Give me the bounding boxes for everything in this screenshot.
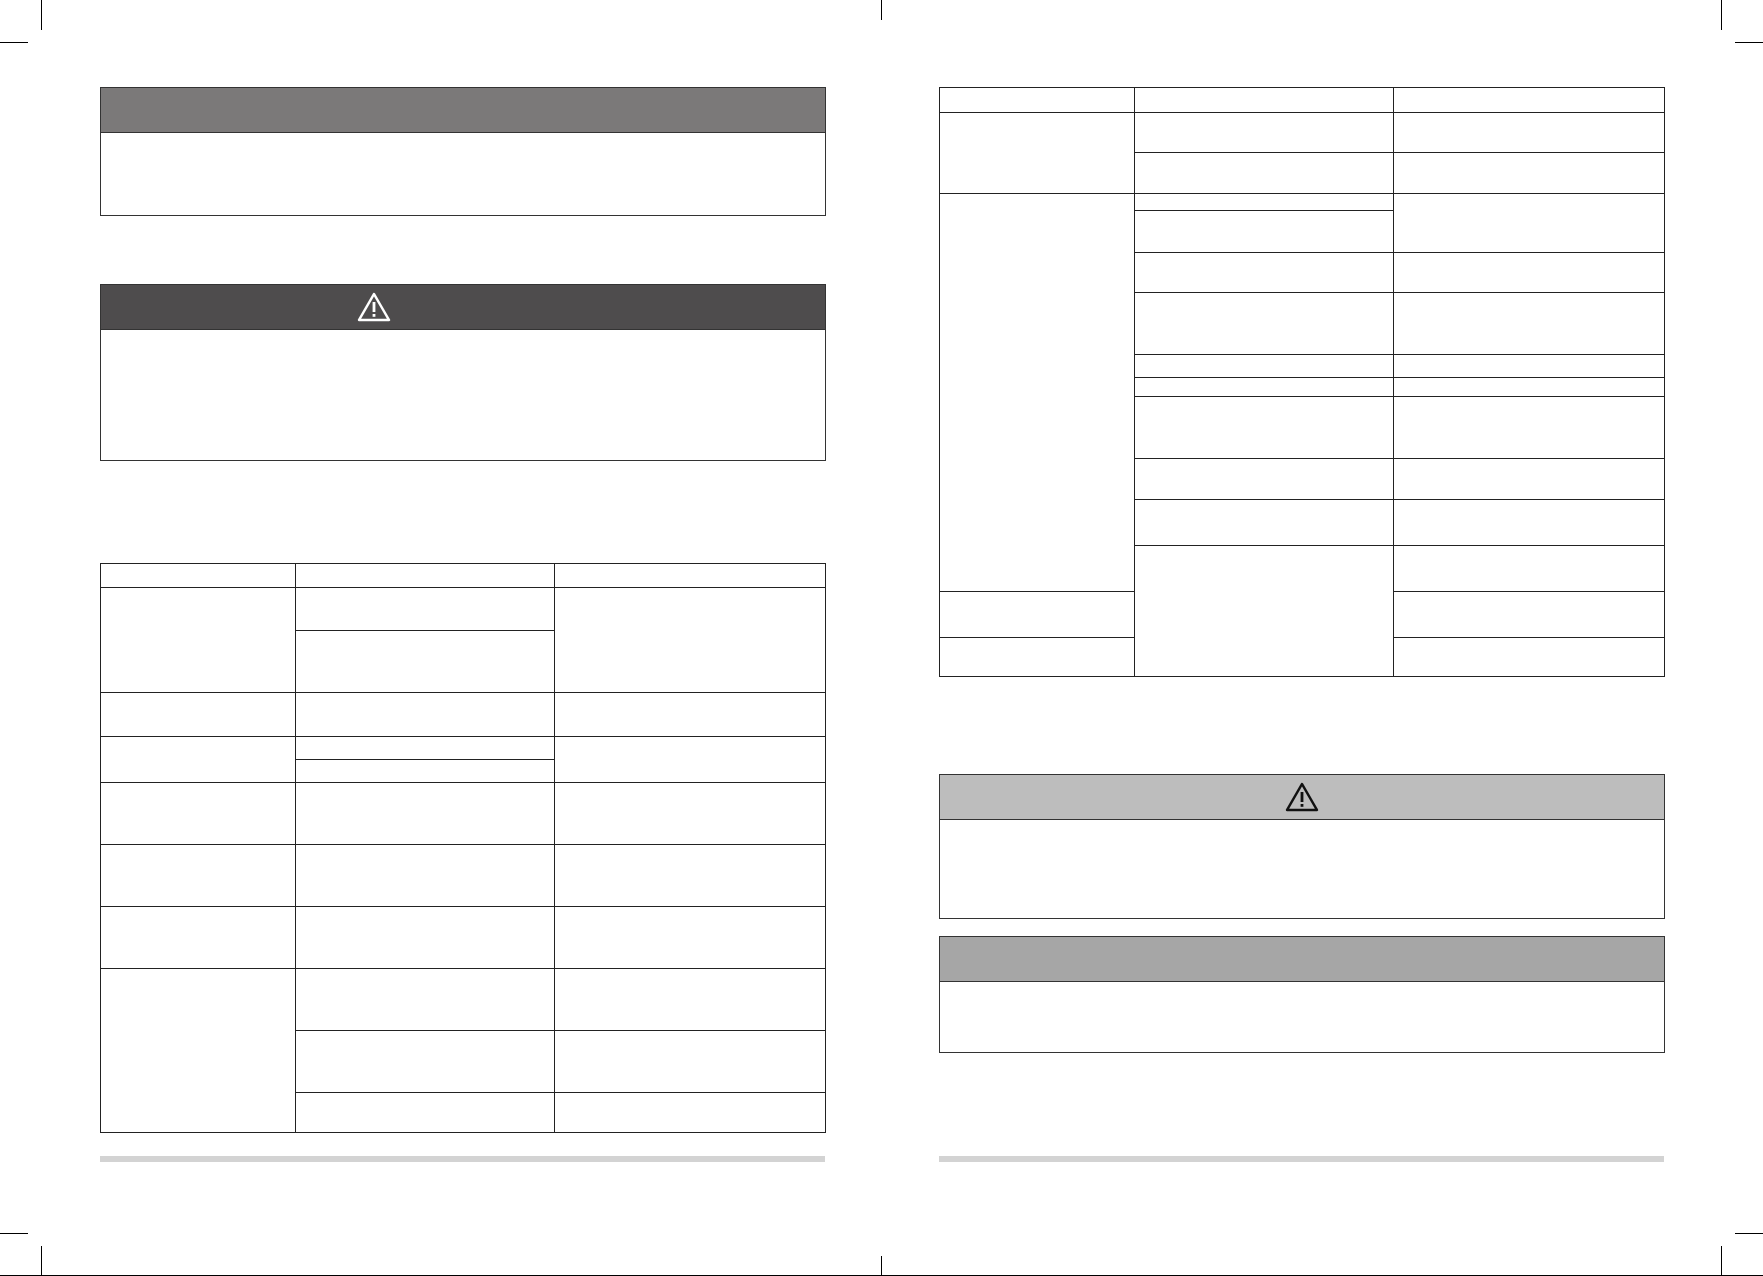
table-cell [1135,378,1394,397]
table-header-cell [1394,88,1665,113]
table-cell [296,693,555,737]
table-cell [1394,378,1665,397]
warning-triangle-icon [357,292,391,322]
crop-mark [1735,42,1763,43]
table-cell [1394,546,1665,592]
table-cell [1394,153,1665,194]
table-cell [1394,253,1665,293]
table-row [940,194,1665,211]
footer-rule-right [939,1156,1664,1162]
table-cell [1135,153,1394,194]
crop-mark [1735,1233,1763,1234]
table-cell [555,907,826,969]
caution-header [940,775,1664,820]
table-cell [1394,113,1665,153]
crop-mark [0,1233,28,1234]
table-cell [296,783,555,845]
table-cell [1135,211,1394,253]
table-cell [555,783,826,845]
table-cell [101,588,296,693]
table-cell [1135,459,1394,500]
table-cell [296,969,555,1031]
table-cell [555,1031,826,1093]
table-cell [1135,546,1394,677]
table-cell [555,737,826,783]
table-cell [101,783,296,845]
table-cell [1394,293,1665,355]
table-header-cell [296,564,555,588]
table-cell [101,737,296,783]
table-cell [296,588,555,631]
table-cell [1394,592,1665,638]
table-row [101,907,826,969]
crop-mark [41,0,42,30]
table-cell [1394,194,1665,253]
table-cell [1394,355,1665,378]
table-cell [296,907,555,969]
warning-box [100,284,826,461]
table-row [101,737,826,760]
table-cell [940,194,1135,592]
table-cell [555,969,826,1031]
table-header-cell [1135,88,1394,113]
table-cell [1135,293,1394,355]
table-cell [1394,397,1665,459]
footer-rule-left [100,1156,825,1162]
table-cell [296,737,555,760]
table-cell [555,1093,826,1133]
table-cell [940,638,1135,677]
table-cell [555,693,826,737]
note-header [940,937,1664,982]
table-cell [1135,113,1394,153]
table-row [101,969,826,1031]
crop-mark [41,1246,42,1276]
crop-mark [881,0,882,20]
table-cell [296,631,555,693]
note-box-left [100,87,826,216]
table-cell [1394,459,1665,500]
table-header-row [101,564,826,588]
table-cell [1135,194,1394,211]
table-cell [1135,397,1394,459]
table-cell [555,588,826,693]
note-box-right [939,936,1665,1053]
table-header-cell [101,564,296,588]
table-cell [101,907,296,969]
crop-mark [881,1256,882,1276]
crop-mark [1721,0,1722,30]
table-header-cell [940,88,1135,113]
table-cell [1394,638,1665,677]
table-cell [296,845,555,907]
table-cell [1394,500,1665,546]
crop-mark [1721,1246,1722,1276]
troubleshooting-table-right [939,87,1665,677]
warning-header [101,285,825,330]
table-cell [296,1093,555,1133]
table-cell [1135,253,1394,293]
table-cell [1135,355,1394,378]
note-header [101,88,825,133]
table-cell [1135,500,1394,546]
table-cell [940,113,1135,194]
table-header-cell [555,564,826,588]
table-row [101,845,826,907]
table-cell [101,845,296,907]
troubleshooting-table-left [100,563,826,1133]
table-cell [101,969,296,1133]
table-cell [296,760,555,783]
warning-triangle-icon [1285,782,1319,812]
table-row [101,588,826,631]
crop-mark [0,42,28,43]
table-cell [940,592,1135,638]
caution-box [939,774,1665,919]
table-row [101,783,826,845]
table-header-row [940,88,1665,113]
table-cell [555,845,826,907]
table-row [101,693,826,737]
table-cell [101,693,296,737]
table-row [940,113,1665,153]
table-cell [296,1031,555,1093]
